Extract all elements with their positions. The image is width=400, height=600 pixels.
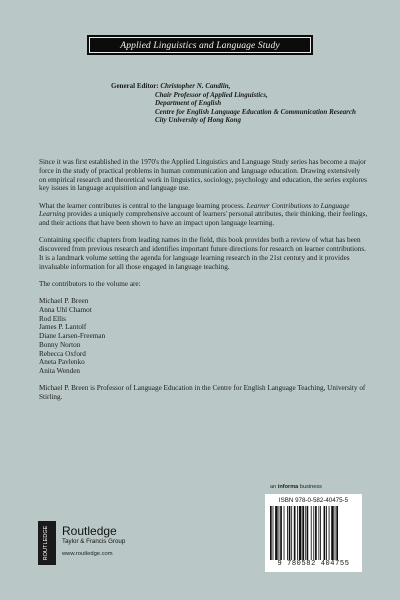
barcode-bar — [326, 506, 327, 560]
publisher-name: Routledge — [62, 524, 117, 538]
editor-department: Department of English — [155, 99, 222, 108]
barcode-bar — [297, 506, 298, 560]
barcode-icon — [269, 506, 358, 560]
routledge-logo-text: ROUTLEDGE — [43, 525, 49, 561]
description — [39, 158, 369, 410]
contributors-list — [39, 297, 369, 376]
series-paragraph: Since it was first established in the 1970's the Applied Linguistics and Language Study series has become a major force in the study of practical problems in human communication and language education. Drawing extensively on empirical research and theoretical work in linguistics, sociology, psychology and education, the series explores key issues in language acquisition and language use. — [39, 158, 367, 193]
barcode-panel — [265, 494, 362, 572]
editor-university: City University of Hong Kong — [155, 116, 241, 125]
series-title: Applied Linguistics and Language Study — [120, 39, 280, 51]
routledge-logo-icon — [38, 521, 56, 565]
barcode-bar — [324, 506, 326, 560]
contributors-intro: The contributors to the volume are: — [39, 279, 141, 288]
barcode-bar — [289, 506, 291, 560]
barcode-bar — [336, 506, 338, 560]
barcode-bar — [315, 506, 317, 560]
barcode-bar — [299, 506, 302, 560]
barcode-bar — [307, 506, 309, 560]
barcode-bar — [335, 506, 336, 560]
barcode-bar — [331, 506, 334, 560]
series-banner — [87, 35, 313, 55]
contributor-item: Anita Wenden — [39, 367, 81, 375]
contributor-item: Rebecca Oxford — [39, 349, 86, 358]
publisher-url: www.routledge.com — [62, 551, 113, 557]
editor-name: Christopher N. Candlin, — [160, 82, 231, 90]
book-title: Learner Contributions to Language Learning — [39, 201, 350, 219]
barcode-bar — [291, 506, 292, 560]
barcode-bar — [279, 506, 280, 560]
contributor-item: Rod Ellis — [39, 314, 66, 323]
barcode-bar — [294, 506, 296, 560]
barcode-bar — [313, 506, 314, 560]
barcode-bar — [311, 506, 312, 560]
contributor-item: Bonny Norton — [39, 340, 81, 349]
barcode-bar — [284, 506, 285, 560]
publisher-group: Taylor & Francis Group — [62, 538, 126, 545]
editor-centre: Centre for English Language Education & Communication Research — [155, 107, 356, 116]
barcode-bar — [318, 506, 319, 560]
isbn-label: ISBN 978-0-582-40475-5 — [278, 497, 349, 504]
contributor-item: Diane Larsen-Freeman — [39, 332, 106, 340]
editor-label: General Editor: — [111, 82, 159, 90]
barcode-bar — [280, 506, 282, 560]
barcode-digits: 9 780582 404755 — [277, 560, 350, 568]
barcode-bar — [273, 506, 274, 560]
barcode-bar — [270, 506, 272, 560]
barcode-bar — [275, 506, 278, 560]
author-bio: Michael P. Breen is Professor of Language Education in the Centre for English Language Teaching, University of Stirling. — [39, 384, 366, 401]
barcode-bar — [305, 506, 306, 560]
barcode-bar — [302, 506, 304, 560]
contributor-item: Anna Uhl Chamot — [39, 305, 92, 314]
barcode-bar — [320, 506, 321, 560]
general-editor-block — [111, 82, 371, 125]
publisher-block — [62, 525, 125, 546]
editor-position: Chair Professor of Applied Linguistics, — [155, 90, 268, 99]
contributor-item: James P. Lantolf — [39, 323, 87, 332]
barcode-bar — [329, 506, 330, 560]
contributor-item: Michael P. Breen — [39, 297, 89, 305]
content-paragraph: Containing specific chapters from leading names in the field, this book provides both a review of what has been discovered from previous research and identifies important future directions for research on learner contributions. It is a landmark volume setting the agenda for language learning research in the 21st century and it provides invaluable information for all those engaged in language teaching. — [39, 236, 366, 271]
book-paragraph: What the learner contributes is central to the language learning process. Learner Contributions to Language Learning provides a uniquely comprehensive account of learners' personal attributes, their thinking, their feelings, and their actions that have been shown to have an impact upon language learning. — [39, 201, 368, 227]
informa-business-label: an informa business — [270, 484, 322, 490]
contributor-item: Aneta Pavlenko — [39, 358, 85, 367]
barcode-bar — [287, 506, 288, 560]
